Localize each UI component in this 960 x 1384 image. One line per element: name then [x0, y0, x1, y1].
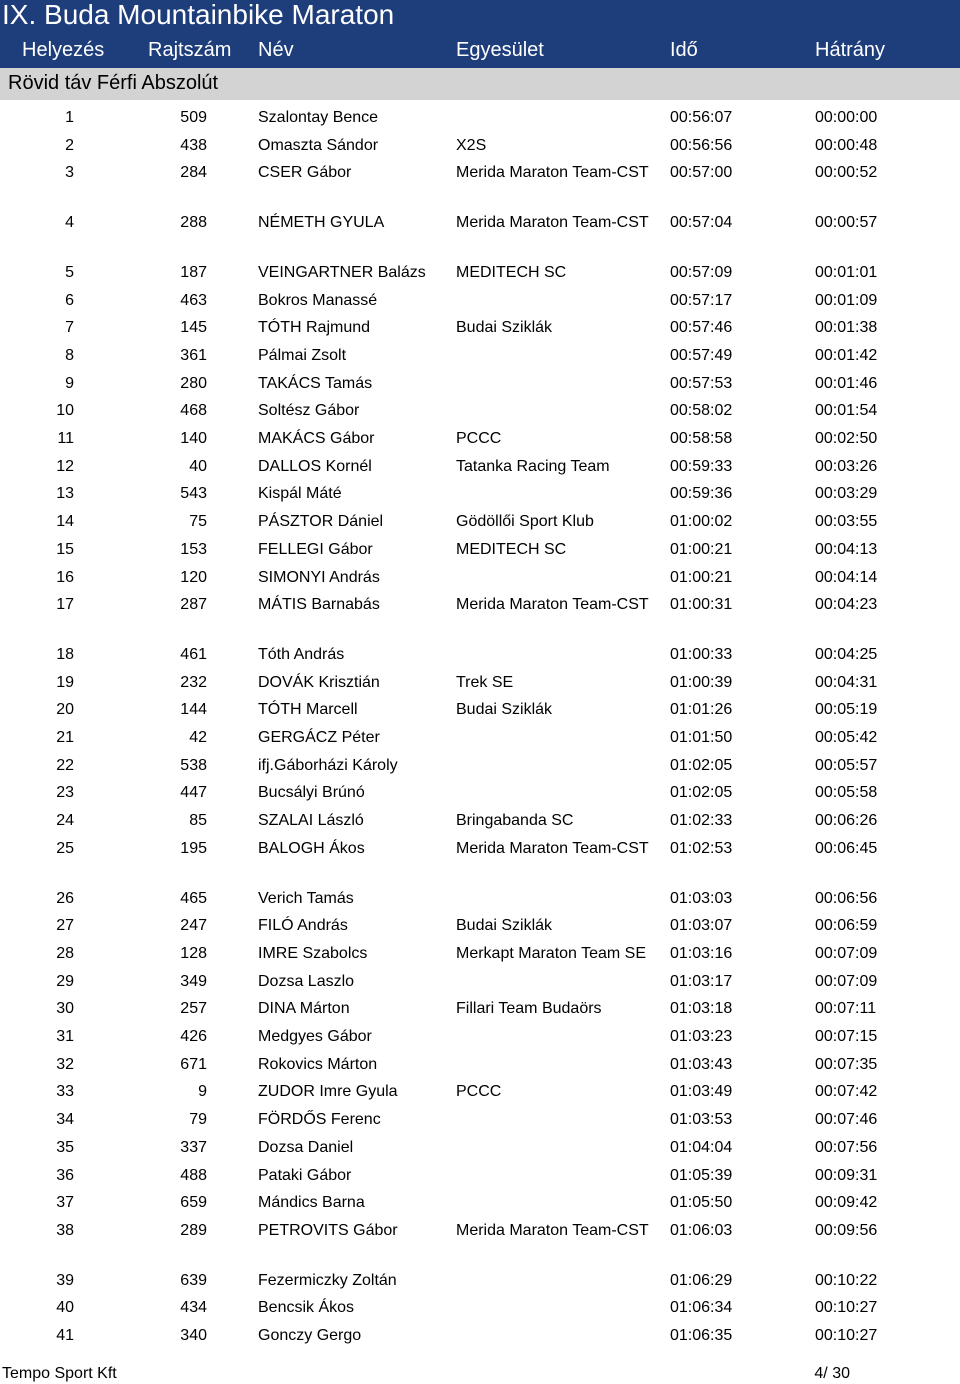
- column-header-position: Helyezés: [22, 39, 105, 61]
- row-time-gap: 00:03:26: [815, 457, 878, 475]
- table-row: [0, 1186, 960, 1214]
- row-finish-time: 01:06:34: [670, 1299, 733, 1317]
- row-bib-number: 120: [180, 568, 207, 586]
- row-position: 25: [56, 839, 74, 857]
- row-rider-name: FELLEGI Gábor: [258, 540, 373, 558]
- row-time-gap: 00:06:56: [815, 889, 878, 907]
- table-row: [0, 666, 960, 694]
- table-row: [0, 992, 960, 1020]
- row-bib-number: 187: [180, 263, 207, 281]
- table-row: [0, 638, 960, 666]
- row-finish-time: 01:05:50: [670, 1194, 733, 1212]
- row-time-gap: 00:01:01: [815, 263, 878, 281]
- row-position: 5: [65, 263, 74, 281]
- row-finish-time: 00:59:36: [670, 485, 733, 503]
- table-row: [0, 1291, 960, 1319]
- row-bib-number: 465: [180, 889, 207, 907]
- column-header-time: Idő: [670, 39, 698, 61]
- row-rider-name: TÓTH Marcell: [258, 701, 358, 719]
- row-time-gap: 00:05:42: [815, 729, 878, 747]
- row-position: 12: [56, 457, 74, 475]
- row-club: Trek SE: [456, 673, 514, 691]
- row-bib-number: 289: [180, 1221, 207, 1239]
- row-position: 1: [65, 109, 74, 126]
- row-position: 13: [56, 485, 74, 503]
- row-club: PCCC: [456, 1083, 502, 1101]
- column-header-row: [0, 34, 960, 68]
- row-position: 19: [56, 673, 74, 691]
- row-position: 20: [56, 701, 74, 719]
- column-header-bib: Rajtszám: [148, 39, 232, 61]
- row-time-gap: 00:07:56: [815, 1138, 878, 1156]
- row-rider-name: SZALAI László: [258, 812, 364, 830]
- column-header-gap: Hátrány: [815, 39, 886, 61]
- row-time-gap: 00:10:22: [815, 1271, 878, 1289]
- row-finish-time: 00:58:58: [670, 430, 733, 448]
- row-finish-time: 01:02:53: [670, 839, 733, 857]
- row-club: Merida Maraton Team-CST: [456, 1221, 649, 1239]
- row-position: 31: [56, 1028, 74, 1046]
- page-title: IX. Buda Mountainbike Maraton: [0, 0, 960, 34]
- row-position: 27: [56, 917, 74, 935]
- row-position: 14: [56, 513, 74, 531]
- row-rider-name: ifj.Gáborházi Károly: [258, 756, 398, 774]
- row-rider-name: Kispál Máté: [258, 485, 342, 503]
- row-bib-number: 447: [180, 784, 207, 802]
- table-row: [0, 965, 960, 993]
- row-position: 26: [56, 889, 74, 907]
- row-rider-name: DINA Márton: [258, 1000, 350, 1018]
- table-row: [0, 1131, 960, 1159]
- table-row: [0, 1214, 960, 1264]
- row-position: 29: [56, 972, 74, 990]
- row-bib-number: 287: [180, 596, 207, 614]
- table-row: [0, 450, 960, 478]
- row-time-gap: 00:04:13: [815, 540, 878, 558]
- row-time-gap: 00:01:54: [815, 402, 878, 420]
- row-finish-time: 00:57:46: [670, 319, 733, 337]
- row-club: Merida Maraton Team-CST: [456, 214, 649, 232]
- row-time-gap: 00:05:57: [815, 756, 878, 774]
- row-time-gap: 00:07:42: [815, 1083, 878, 1101]
- row-club: Tatanka Racing Team: [456, 457, 610, 475]
- row-bib-number: 361: [180, 347, 207, 365]
- row-position: 17: [56, 596, 74, 614]
- row-time-gap: 00:04:14: [815, 568, 878, 586]
- row-time-gap: 00:07:35: [815, 1055, 878, 1073]
- row-position: 24: [56, 812, 74, 830]
- row-finish-time: 01:04:04: [670, 1138, 733, 1156]
- row-finish-time: 01:00:21: [670, 540, 733, 558]
- table-row: [0, 776, 960, 804]
- row-position: 40: [56, 1299, 74, 1317]
- row-club: Fillari Team Budaörs: [456, 1000, 602, 1018]
- results-table: [0, 101, 960, 1347]
- row-rider-name: ZUDOR Imre Gyula: [258, 1083, 398, 1101]
- row-time-gap: 00:07:09: [815, 972, 878, 990]
- row-club: X2S: [456, 136, 487, 154]
- row-rider-name: Bokros Manassé: [258, 291, 378, 309]
- row-position: 7: [65, 319, 74, 337]
- row-time-gap: 00:10:27: [815, 1327, 878, 1345]
- row-bib-number: 349: [180, 972, 207, 990]
- table-row: [0, 1075, 960, 1103]
- row-bib-number: 284: [180, 164, 207, 182]
- row-bib-number: 337: [180, 1138, 207, 1156]
- row-finish-time: 01:03:16: [670, 945, 733, 962]
- row-time-gap: 00:03:55: [815, 513, 878, 531]
- column-header-club: Egyesület: [456, 39, 544, 61]
- row-rider-name: VEINGARTNER Balázs: [258, 263, 426, 281]
- table-row: [0, 561, 960, 589]
- row-time-gap: 00:09:42: [815, 1194, 878, 1212]
- row-time-gap: 00:04:25: [815, 646, 878, 664]
- row-position: 16: [56, 568, 74, 586]
- row-rider-name: Dozsa Laszlo: [258, 972, 355, 990]
- row-rider-name: Pálmai Zsolt: [258, 347, 347, 365]
- row-time-gap: 00:00:48: [815, 136, 878, 154]
- row-rider-name: Bucsályi Brúnó: [258, 784, 365, 802]
- row-finish-time: 01:05:39: [670, 1166, 733, 1184]
- row-bib-number: 468: [180, 402, 207, 420]
- row-bib-number: 438: [180, 136, 207, 154]
- row-position: 35: [56, 1138, 74, 1156]
- row-position: 4: [65, 214, 74, 232]
- row-position: 28: [56, 945, 74, 962]
- row-position: 11: [57, 430, 74, 448]
- row-finish-time: 01:03:17: [670, 972, 733, 990]
- table-row: [0, 533, 960, 561]
- row-bib-number: 488: [180, 1166, 207, 1184]
- table-row: [0, 206, 960, 256]
- row-time-gap: 00:10:27: [815, 1299, 878, 1317]
- page-footer: [0, 1364, 960, 1384]
- row-position: 9: [65, 374, 74, 392]
- row-finish-time: 01:00:31: [670, 596, 733, 614]
- row-rider-name: Bencsik Ákos: [258, 1299, 355, 1317]
- row-club: Merida Maraton Team-CST: [456, 839, 649, 857]
- row-finish-time: 00:57:17: [670, 291, 733, 309]
- row-rider-name: DOVÁK Krisztián: [258, 673, 380, 691]
- row-finish-time: 01:06:03: [670, 1221, 733, 1239]
- row-position: 3: [65, 164, 74, 182]
- table-row: [0, 749, 960, 777]
- row-club: Budai Sziklák: [456, 917, 553, 935]
- row-finish-time: 01:06:29: [670, 1271, 733, 1289]
- row-time-gap: 00:01:42: [815, 347, 878, 365]
- row-bib-number: 509: [180, 109, 207, 126]
- row-club: MEDITECH SC: [456, 540, 567, 558]
- table-row: [0, 339, 960, 367]
- footer-page-number: 4/ 30: [814, 1365, 850, 1382]
- row-rider-name: PÁSZTOR Dániel: [258, 513, 384, 531]
- row-rider-name: Gonczy Gergo: [258, 1327, 362, 1345]
- row-bib-number: 140: [180, 430, 207, 448]
- row-time-gap: 00:04:23: [815, 596, 878, 614]
- row-position: 21: [56, 729, 74, 747]
- table-row: [0, 1159, 960, 1187]
- row-position: 36: [56, 1166, 74, 1184]
- row-position: 22: [56, 756, 74, 774]
- table-row: [0, 1048, 960, 1076]
- row-position: 32: [56, 1055, 74, 1073]
- row-time-gap: 00:01:38: [815, 319, 878, 337]
- row-position: 15: [56, 540, 74, 558]
- row-finish-time: 00:59:33: [670, 457, 733, 475]
- row-finish-time: 01:01:50: [670, 729, 733, 747]
- category-label: Rövid táv Férfi Abszolút: [8, 72, 219, 94]
- row-club: Merkapt Maraton Team SE: [456, 945, 647, 962]
- row-time-gap: 00:09:56: [815, 1221, 878, 1239]
- row-position: 6: [65, 291, 74, 309]
- row-bib-number: 461: [180, 646, 207, 664]
- row-bib-number: 9: [198, 1083, 207, 1101]
- row-time-gap: 00:06:45: [815, 839, 878, 857]
- row-bib-number: 288: [180, 214, 207, 232]
- row-rider-name: IMRE Szabolcs: [258, 945, 368, 962]
- table-row: [0, 882, 960, 910]
- row-rider-name: CSER Gábor: [258, 164, 352, 182]
- row-finish-time: 00:58:02: [670, 402, 733, 420]
- table-row: [0, 937, 960, 965]
- row-finish-time: 01:02:05: [670, 784, 733, 802]
- row-time-gap: 00:00:57: [815, 214, 878, 232]
- row-rider-name: DALLOS Kornél: [258, 457, 372, 475]
- row-rider-name: MAKÁCS Gábor: [258, 430, 375, 448]
- table-row: [0, 256, 960, 284]
- row-bib-number: 671: [180, 1055, 207, 1073]
- row-time-gap: 00:09:31: [815, 1166, 878, 1184]
- table-row: [0, 422, 960, 450]
- row-position: 41: [56, 1327, 74, 1345]
- row-position: 10: [56, 402, 74, 420]
- row-position: 2: [65, 136, 74, 154]
- table-row: [0, 129, 960, 157]
- row-time-gap: 00:05:58: [815, 784, 878, 802]
- row-club: Bringabanda SC: [456, 812, 574, 830]
- row-position: 33: [56, 1083, 74, 1101]
- row-finish-time: 01:03:49: [670, 1083, 733, 1101]
- row-rider-name: SIMONYI András: [258, 568, 380, 586]
- row-bib-number: 40: [189, 457, 207, 475]
- row-rider-name: PETROVITS Gábor: [258, 1221, 398, 1239]
- row-finish-time: 01:01:26: [670, 701, 733, 719]
- table-row: [0, 832, 960, 882]
- row-time-gap: 00:03:29: [815, 485, 878, 503]
- row-time-gap: 00:00:52: [815, 164, 878, 182]
- row-bib-number: 79: [189, 1111, 207, 1129]
- table-row: [0, 284, 960, 312]
- row-bib-number: 463: [180, 291, 207, 309]
- row-rider-name: TAKÁCS Tamás: [258, 374, 373, 392]
- row-finish-time: 01:03:23: [670, 1028, 733, 1046]
- row-rider-name: Omaszta Sándor: [258, 136, 379, 154]
- row-time-gap: 00:02:50: [815, 430, 878, 448]
- table-row: [0, 101, 960, 129]
- row-rider-name: Dozsa Daniel: [258, 1138, 354, 1156]
- row-rider-name: FÖRDŐS Ferenc: [258, 1111, 381, 1129]
- row-rider-name: Soltész Gábor: [258, 402, 360, 420]
- row-rider-name: FILÓ András: [258, 917, 348, 935]
- row-rider-name: Pataki Gábor: [258, 1166, 352, 1184]
- row-bib-number: 434: [180, 1299, 207, 1317]
- row-position: 30: [56, 1000, 74, 1018]
- row-bib-number: 85: [189, 812, 207, 830]
- table-row: [0, 1103, 960, 1131]
- row-finish-time: 00:57:00: [670, 164, 733, 182]
- row-finish-time: 01:03:43: [670, 1055, 733, 1073]
- row-finish-time: 00:56:07: [670, 109, 733, 126]
- row-finish-time: 00:57:04: [670, 214, 733, 232]
- row-finish-time: 01:03:53: [670, 1111, 733, 1129]
- row-rider-name: Tóth András: [258, 646, 345, 664]
- row-finish-time: 01:06:35: [670, 1327, 733, 1345]
- row-finish-time: 01:02:05: [670, 756, 733, 774]
- row-time-gap: 00:01:09: [815, 291, 878, 309]
- table-row: [0, 1319, 960, 1347]
- row-rider-name: NÉMETH GYULA: [258, 214, 385, 232]
- row-rider-name: Szalontay Bence: [258, 109, 379, 126]
- row-bib-number: 426: [180, 1028, 207, 1046]
- row-bib-number: 128: [180, 945, 207, 962]
- row-club: Budai Sziklák: [456, 319, 553, 337]
- row-finish-time: 01:00:33: [670, 646, 733, 664]
- row-time-gap: 00:07:15: [815, 1028, 878, 1046]
- row-finish-time: 00:57:09: [670, 263, 733, 281]
- row-time-gap: 00:01:46: [815, 374, 878, 392]
- row-bib-number: 144: [180, 701, 207, 719]
- row-position: 18: [56, 646, 74, 664]
- row-bib-number: 257: [180, 1000, 207, 1018]
- footer-organizer: Tempo Sport Kft: [2, 1365, 117, 1382]
- row-club: Budai Sziklák: [456, 701, 553, 719]
- row-finish-time: 01:03:18: [670, 1000, 733, 1018]
- row-time-gap: 00:07:46: [815, 1111, 878, 1129]
- row-finish-time: 00:57:53: [670, 374, 733, 392]
- row-bib-number: 75: [189, 513, 207, 531]
- table-row: [0, 1020, 960, 1048]
- row-bib-number: 659: [180, 1194, 207, 1212]
- row-finish-time: 01:00:21: [670, 568, 733, 586]
- row-club: Gödöllői Sport Klub: [456, 513, 594, 531]
- row-bib-number: 247: [180, 917, 207, 935]
- table-row: [0, 804, 960, 832]
- row-position: 34: [56, 1111, 74, 1129]
- table-row: [0, 909, 960, 937]
- row-club: Merida Maraton Team-CST: [456, 596, 649, 614]
- row-finish-time: 00:57:49: [670, 347, 733, 365]
- row-club: MEDITECH SC: [456, 263, 567, 281]
- column-header-name: Név: [258, 39, 294, 61]
- row-club: Merida Maraton Team-CST: [456, 164, 649, 182]
- row-bib-number: 543: [180, 485, 207, 503]
- row-bib-number: 639: [180, 1271, 207, 1289]
- row-finish-time: 01:02:33: [670, 812, 733, 830]
- row-finish-time: 01:03:03: [670, 889, 733, 907]
- row-rider-name: Fezermiczky Zoltán: [258, 1271, 397, 1289]
- row-rider-name: GERGÁCZ Péter: [258, 729, 380, 747]
- row-bib-number: 280: [180, 374, 207, 392]
- row-bib-number: 153: [180, 540, 207, 558]
- row-time-gap: 00:00:00: [815, 109, 878, 126]
- row-finish-time: 00:56:56: [670, 136, 733, 154]
- row-position: 8: [65, 347, 74, 365]
- row-position: 23: [56, 784, 74, 802]
- row-rider-name: BALOGH Ákos: [258, 839, 365, 857]
- table-row: [0, 367, 960, 395]
- row-position: 39: [56, 1271, 74, 1289]
- row-bib-number: 145: [180, 319, 207, 337]
- row-rider-name: MÁTIS Barnabás: [258, 596, 380, 614]
- row-finish-time: 01:00:02: [670, 513, 733, 531]
- row-position: 38: [56, 1221, 74, 1239]
- row-time-gap: 00:05:19: [815, 701, 878, 719]
- row-time-gap: 00:07:09: [815, 945, 878, 962]
- table-row: [0, 311, 960, 339]
- row-rider-name: Mándics Barna: [258, 1194, 365, 1212]
- row-bib-number: 232: [180, 673, 207, 691]
- row-time-gap: 00:07:11: [815, 1000, 877, 1018]
- row-time-gap: 00:04:31: [815, 673, 878, 691]
- row-bib-number: 340: [180, 1327, 207, 1345]
- table-row: [0, 721, 960, 749]
- row-bib-number: 42: [189, 729, 207, 747]
- table-row: [0, 505, 960, 533]
- table-row: [0, 394, 960, 422]
- row-rider-name: Medgyes Gábor: [258, 1028, 372, 1046]
- table-row: [0, 477, 960, 505]
- row-club: PCCC: [456, 430, 502, 448]
- row-rider-name: Verich Tamás: [258, 889, 354, 907]
- row-rider-name: TÓTH Rajmund: [258, 319, 371, 337]
- category-heading: [0, 68, 960, 100]
- table-row: [0, 588, 960, 638]
- table-row: [0, 1264, 960, 1292]
- row-position: 37: [56, 1194, 74, 1212]
- row-time-gap: 00:06:26: [815, 812, 878, 830]
- row-bib-number: 538: [180, 756, 207, 774]
- table-row: [0, 693, 960, 721]
- table-row: [0, 156, 960, 206]
- row-finish-time: 01:03:07: [670, 917, 733, 935]
- row-bib-number: 195: [180, 839, 207, 857]
- row-time-gap: 00:06:59: [815, 917, 878, 935]
- row-rider-name: Rokovics Márton: [258, 1055, 378, 1073]
- row-finish-time: 01:00:39: [670, 673, 733, 691]
